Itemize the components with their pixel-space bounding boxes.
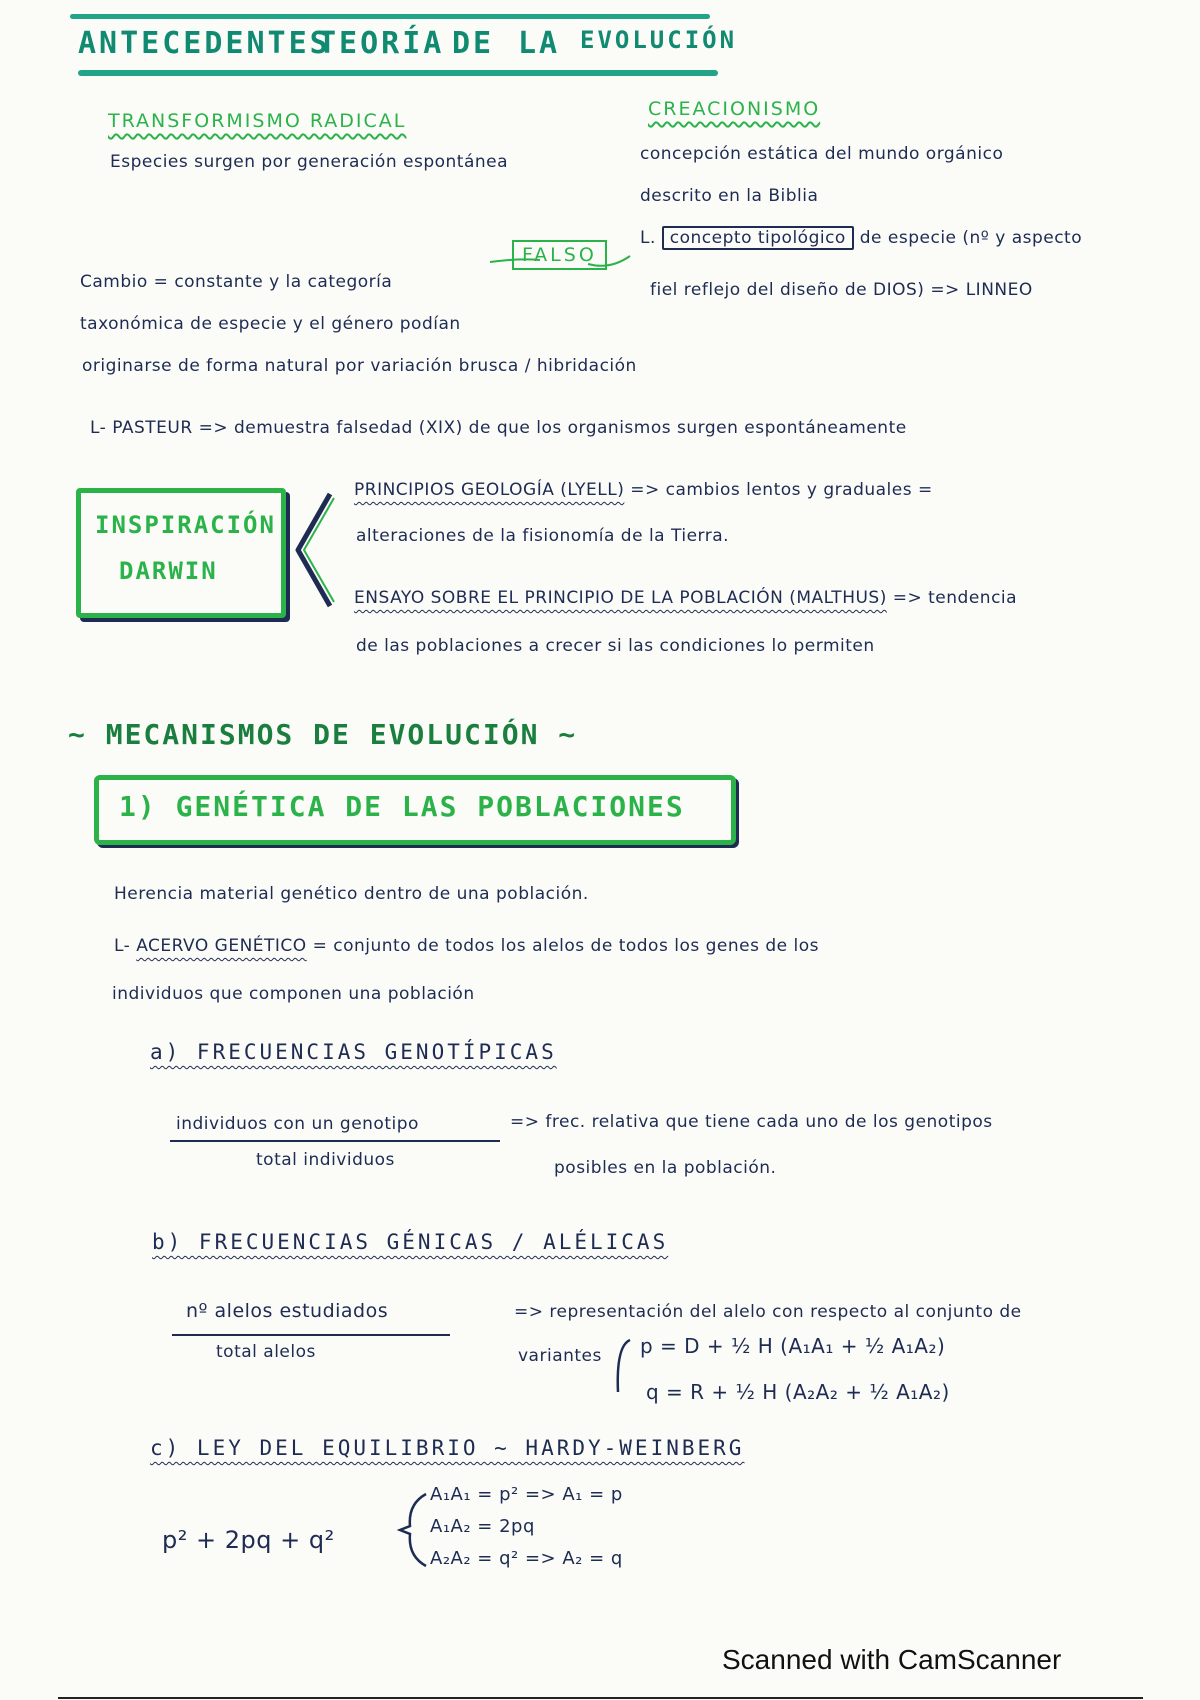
c-formula: p² + 2pq + q² bbox=[162, 1526, 335, 1554]
a-denominator: total individuos bbox=[256, 1150, 395, 1170]
bracket-icon bbox=[290, 490, 340, 610]
inspiracion-line1: INSPIRACIÓN bbox=[95, 511, 276, 539]
lyell-line2: alteraciones de la fisionomía de la Tierra. bbox=[356, 526, 730, 546]
b-bracket-icon bbox=[612, 1336, 634, 1396]
inspiracion-line2: DARWIN bbox=[119, 557, 218, 585]
b-numerator: nº alelos estudiados bbox=[186, 1300, 389, 1322]
transformismo-line3: taxonómica de especie y el género podían bbox=[80, 314, 461, 334]
title-bottom-bar bbox=[78, 70, 718, 76]
genetica-box bbox=[94, 775, 736, 845]
c-row2: A₁A₂ = 2pq bbox=[430, 1516, 535, 1537]
b-p-formula: p = D + ½ H (A₁A₁ + ½ A₁A₂) bbox=[640, 1334, 946, 1358]
b-heading: b) FRECUENCIAS GÉNICAS / ALÉLICAS bbox=[152, 1230, 669, 1254]
transformismo-line4: originarse de forma natural por variación brusca / hibridación bbox=[82, 356, 637, 376]
creacionismo-line1: concepción estática del mundo orgánico bbox=[640, 144, 1004, 164]
transformismo-heading: TRANSFORMISMO RADICAL bbox=[108, 110, 407, 132]
genetica-line1: Herencia material genético dentro de una población. bbox=[114, 884, 589, 904]
title-evolucion: EVOLUCIÓN bbox=[580, 26, 738, 54]
lyell-line bbox=[354, 480, 933, 500]
a-heading: a) FRECUENCIAS GENOTÍPICAS bbox=[150, 1040, 557, 1064]
transformismo-line1: Especies surgen por generación espontánea bbox=[110, 152, 509, 172]
genetica-heading: 1) GENÉTICA DE LAS POBLACIONES bbox=[119, 790, 685, 823]
falso-box: FALSO bbox=[512, 240, 607, 270]
malthus-line2: de las poblaciones a crecer si las condiciones lo permiten bbox=[356, 636, 875, 656]
transformismo-line2: Cambio = constante y la categoría bbox=[80, 272, 393, 292]
c-row1: A₁A₁ = p² => A₁ = p bbox=[430, 1484, 623, 1505]
a-desc2: posibles en la población. bbox=[554, 1158, 777, 1178]
b-fraction-line bbox=[172, 1334, 450, 1336]
creacionismo-prefix: L. bbox=[640, 228, 656, 248]
camscanner-watermark: Scanned with CamScanner bbox=[722, 1644, 1062, 1675]
title-de: DE bbox=[452, 26, 495, 61]
malthus-rest: => tendencia bbox=[892, 588, 1018, 608]
creacionismo-line2: descrito en la Biblia bbox=[640, 186, 819, 206]
acervo-line2: individuos que componen una población bbox=[112, 984, 475, 1004]
title-la: LA bbox=[518, 26, 561, 61]
a-fraction-line bbox=[170, 1140, 500, 1142]
creacionismo-line3 bbox=[640, 228, 1082, 248]
pasteur-line: L- PASTEUR => demuestra falsedad (XIX) de que los organismos surgen espontáneamente bbox=[90, 418, 907, 438]
malthus-line bbox=[354, 588, 1017, 608]
malthus-title: ENSAYO SOBRE EL PRINCIPIO DE LA POBLACIÓN (MALTHUS) bbox=[354, 588, 887, 608]
b-desc2: variantes bbox=[518, 1346, 602, 1366]
acervo-prefix: L- bbox=[114, 936, 131, 956]
creacionismo-heading: CREACIONISMO bbox=[648, 98, 821, 120]
concepto-tipologico-box: concepto tipológico bbox=[662, 226, 854, 250]
a-numerator: individuos con un genotipo bbox=[176, 1114, 419, 1134]
creacionismo-line3-rest: de especie (nº y aspecto bbox=[859, 228, 1083, 248]
title-teoria: TEORÍA bbox=[318, 26, 445, 61]
acervo-line bbox=[114, 936, 819, 956]
c-heading: c) LEY DEL EQUILIBRIO ~ HARDY-WEINBERG bbox=[150, 1436, 745, 1460]
lyell-rest: => cambios lentos y graduales = bbox=[630, 480, 933, 500]
b-q-formula: q = R + ½ H (A₂A₂ + ½ A₁A₂) bbox=[646, 1380, 950, 1404]
b-desc1: => representación del alelo con respecto al conjunto de bbox=[514, 1302, 1022, 1322]
b-denominator: total alelos bbox=[216, 1342, 316, 1362]
acervo-title: ACERVO GENÉTICO bbox=[136, 936, 307, 956]
mecanismos-heading: ~ MECANISMOS DE EVOLUCIÓN ~ bbox=[68, 718, 578, 751]
title-top-bar bbox=[70, 14, 710, 19]
lyell-title: PRINCIPIOS GEOLOGÍA (LYELL) bbox=[354, 480, 625, 500]
c-bracket-icon bbox=[396, 1490, 430, 1570]
inspiracion-darwin-box bbox=[76, 488, 286, 618]
c-row3: A₂A₂ = q² => A₂ = q bbox=[430, 1548, 623, 1569]
title-antecedentes: ANTECEDENTES bbox=[78, 26, 331, 61]
acervo-rest: = conjunto de todos los alelos de todos los genes de los bbox=[312, 936, 819, 956]
a-desc1: => frec. relativa que tiene cada uno de los genotipos bbox=[510, 1112, 993, 1132]
creacionismo-line4: fiel reflejo del diseño de DIOS) => LINNEO bbox=[650, 280, 1033, 300]
footer-rule bbox=[58, 1697, 1143, 1699]
